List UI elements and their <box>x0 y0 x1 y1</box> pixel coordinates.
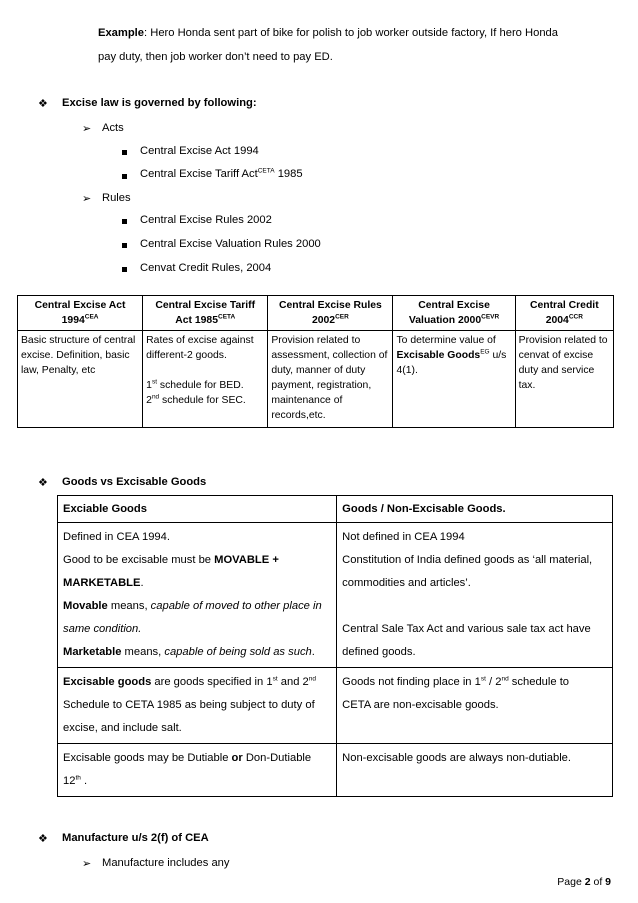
act-item: Central Excise Act 1994 <box>140 145 259 157</box>
table-cell: Defined in CEA 1994. Good to be excisable must be MOVABLE + MARKETABLE. Movable means, capable of moved to other place in same condition. Marketable means, capable of being sold as such. <box>58 523 337 668</box>
rule-item: Cenvat Credit Rules, 2004 <box>140 262 272 274</box>
diamond-bullet-icon: ❖ <box>38 477 48 489</box>
example-label: Example <box>98 27 145 39</box>
table-row <box>18 331 614 428</box>
table-cell: Rates of excise against different-2 goods. 1st schedule for BED. 2nd schedule for SEC. <box>143 331 268 428</box>
square-bullet-icon <box>122 267 127 272</box>
arrow-bullet-icon: ➢ <box>82 123 92 135</box>
act-item: Central Excise Tariff Act$^{CETA}$ 1985 <box>140 167 303 180</box>
table-cell: To determine value of Excisable Goods$^{EG}$ u/s 4(1). <box>393 331 515 428</box>
table-row <box>58 523 613 668</box>
example-line-2: pay duty, then job worker don’t need to pay ED. <box>98 51 333 63</box>
table-cell: Provision related to assessment, collection of duty, manner of duty payment, registration, maintenance of records,etc. <box>268 331 393 428</box>
table-header-cell: Central Excise Tariff Act $1985^{CETA}$ <box>143 296 268 331</box>
rules-label: Rules <box>102 192 131 204</box>
goods-table <box>57 495 613 797</box>
manufacture-sub: Manufacture includes any <box>102 857 230 869</box>
table-cell: Non-excisable goods are always non-dutiable. <box>337 744 613 797</box>
table-row <box>58 744 613 797</box>
table-header-cell: Central Excise Valuation $2000^{CEVR}$ <box>393 296 515 331</box>
rule-item: Central Excise Rules 2002 <box>140 214 272 226</box>
table-header-cell: Central Excise Act $1994^{CEA}$ <box>18 296 143 331</box>
table-row <box>58 668 613 744</box>
table-header-cell: Exciable Goods <box>58 496 337 523</box>
square-bullet-icon <box>122 150 127 155</box>
goods-heading: Goods vs Excisable Goods <box>62 476 207 488</box>
page-number: Page 2 of 9 <box>557 876 611 888</box>
example-line-1: Example: Hero Honda sent part of bike for polish to job worker outside factory, If hero Honda <box>98 27 558 39</box>
table-cell: Goods not finding place in 1st / 2nd schedule to CETA are non-excisable goods. <box>337 668 613 744</box>
diamond-bullet-icon: ❖ <box>38 98 48 110</box>
table-header-cell: Central Excise Rules $2002^{CER}$ <box>268 296 393 331</box>
square-bullet-icon <box>122 219 127 224</box>
acts-rules-table <box>17 295 614 428</box>
diamond-bullet-icon: ❖ <box>38 833 48 845</box>
table-header-row <box>58 496 613 523</box>
table-header-cell: Central Credit $2004^{CCR}$ <box>515 296 613 331</box>
excise-law-heading: Excise law is governed by following: <box>62 97 257 109</box>
table-cell: Not defined in CEA 1994 Constitution of India defined goods as ‘all material, commodities and articles’. Central Sale Tax Act and various sale tax act have defined goods. <box>337 523 613 668</box>
arrow-bullet-icon: ➢ <box>82 858 92 870</box>
arrow-bullet-icon: ➢ <box>82 193 92 205</box>
table-header-row <box>18 296 614 331</box>
table-header-cell: Goods / Non-Excisable Goods. <box>337 496 613 523</box>
square-bullet-icon <box>122 243 127 248</box>
table-cell: Provision related to cenvat of excise duty and service tax. <box>515 331 613 428</box>
rule-item: Central Excise Valuation Rules 2000 <box>140 238 321 250</box>
acts-label: Acts <box>102 122 124 134</box>
square-bullet-icon <box>122 174 127 179</box>
table-cell: Excisable goods are goods specified in 1st and 2nd Schedule to CETA 1985 as being subject to duty of excise, and include salt. <box>58 668 337 744</box>
table-cell: Excisable goods may be Dutiable or Don-Dutiable 12th . <box>58 744 337 797</box>
table-cell: Basic structure of central excise. Definition, basic law, Penalty, etc <box>18 331 143 428</box>
manufacture-heading: Manufacture u/s 2(f) of CEA <box>62 832 209 844</box>
